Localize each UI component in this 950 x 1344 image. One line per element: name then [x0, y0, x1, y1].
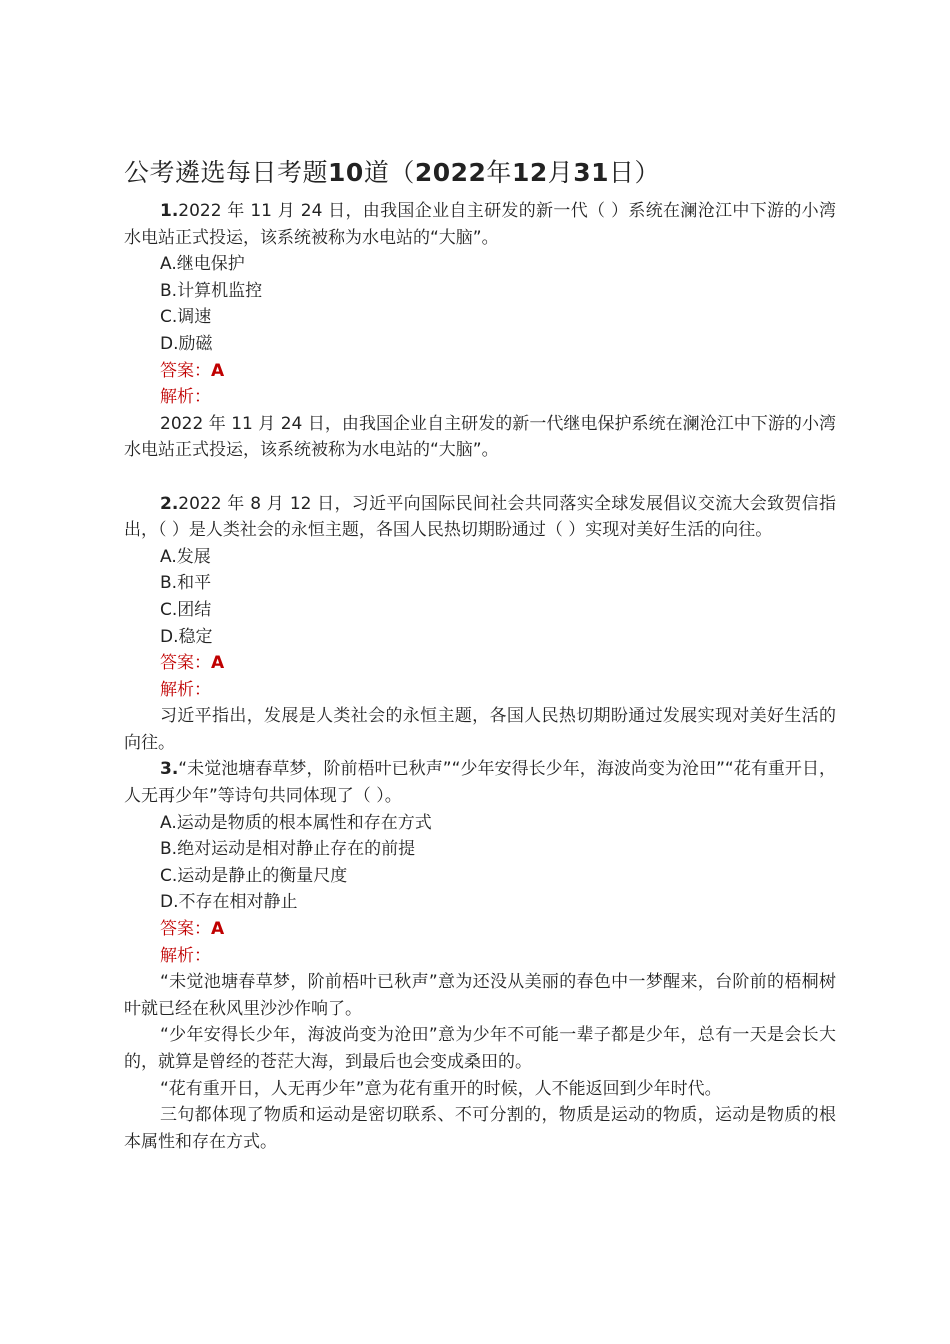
title-text: 日） — [609, 158, 661, 187]
title-month: 12 — [511, 158, 548, 187]
answer-line — [124, 358, 836, 385]
analysis-label: 解析： — [160, 679, 211, 700]
analysis-text: “未觉池塘春草梦，阶前梧叶已秋声”意为还没从美丽的春色中一梦醒来，台阶前的梧桐树叶就已经在秋风里沙沙作响了。 — [124, 972, 836, 1019]
option: A.继电保护 — [160, 254, 245, 275]
option: D.不存在相对静止 — [160, 892, 298, 913]
option: B.计算机监控 — [160, 280, 263, 301]
analysis-text: 2022 年 11 月 24 日，由我国企业自主研发的新一代继电保护系统在澜沧江中下游的小湾水电站正式投运，该系统被称为水电站的“大脑”。 — [124, 413, 836, 461]
title-text: 道（ — [363, 158, 415, 187]
question-number: 3. — [160, 759, 179, 780]
analysis-label: 解析： — [160, 945, 211, 966]
analysis-text: “花有重开日，人无再少年”意为花有重开的时候，人不能返回到少年时代。 — [160, 1078, 722, 1099]
answer-label: 答案： — [160, 919, 211, 940]
option: B.绝对运动是相对静止存在的前提 — [160, 839, 416, 860]
question-block — [124, 756, 836, 1155]
answer-label: 答案： — [160, 360, 211, 381]
answer-value: A — [211, 919, 225, 940]
option: D.励磁 — [160, 333, 213, 354]
option: B.和平 — [160, 573, 212, 594]
spacer — [124, 464, 836, 491]
answer-line — [124, 916, 836, 943]
question-number: 2. — [160, 493, 179, 514]
title-text: 年 — [486, 158, 512, 187]
question-block — [124, 198, 836, 464]
option: C.运动是静止的衡量尺度 — [160, 865, 348, 886]
title-text: 公考遴选每日考题 — [124, 158, 329, 187]
question-stem — [124, 491, 836, 544]
answer-label: 答案： — [160, 653, 211, 674]
title-text: 月 — [547, 158, 574, 187]
option: A.运动是物质的根本属性和存在方式 — [160, 812, 432, 833]
question-text: 2022 年 11 月 24 日，由我国企业自主研发的新一代（ ）系统在澜沧江中下游的小湾水电站正式投运，该系统被称为水电站的“大脑”。 — [124, 201, 836, 248]
option: C.团结 — [160, 599, 212, 620]
question-block — [124, 491, 836, 757]
analysis-text: “少年安得长少年，海波尚变为沧田”意为少年不可能一辈子都是少年，总有一天是会长大的，就算是曾经的苍茫大海，到最后也会变成桑田的。 — [124, 1025, 836, 1072]
analysis-label: 解析： — [160, 387, 211, 408]
option: C.调速 — [160, 307, 212, 328]
title-count: 10 — [328, 158, 364, 187]
title-year: 2022 — [414, 158, 487, 187]
option: A.发展 — [160, 546, 211, 567]
question-number: 1. — [160, 201, 179, 221]
question-stem — [124, 756, 836, 809]
answer-value: A — [211, 653, 225, 674]
answer-value: A — [211, 360, 225, 381]
question-text: 2022 年 8 月 12 日，习近平向国际民间社会共同落实全球发展倡议交流大会致贺信指出，（ ）是人类社会的永恒主题，各国人民热切期盼通过（ ）实现对美好生活的向往。 — [124, 493, 836, 541]
document-page — [124, 150, 836, 1155]
question-stem — [124, 198, 836, 251]
analysis-text: 三句都体现了物质和运动是密切联系、不可分割的，物质是运动的物质，运动是物质的根本属性和存在方式。 — [124, 1105, 836, 1152]
question-text: “未觉池塘春草梦，阶前梧叶已秋声”“少年安得长少年，海波尚变为沧田”“花有重开日，人无再少年”等诗句共同体现了（ ）。 — [124, 759, 836, 807]
page-title — [124, 150, 836, 196]
answer-line — [124, 650, 836, 677]
option: D.稳定 — [160, 626, 213, 647]
analysis-text: 习近平指出，发展是人类社会的永恒主题，各国人民热切期盼通过发展实现对美好生活的向往。 — [124, 706, 836, 753]
title-day: 31 — [573, 158, 610, 187]
